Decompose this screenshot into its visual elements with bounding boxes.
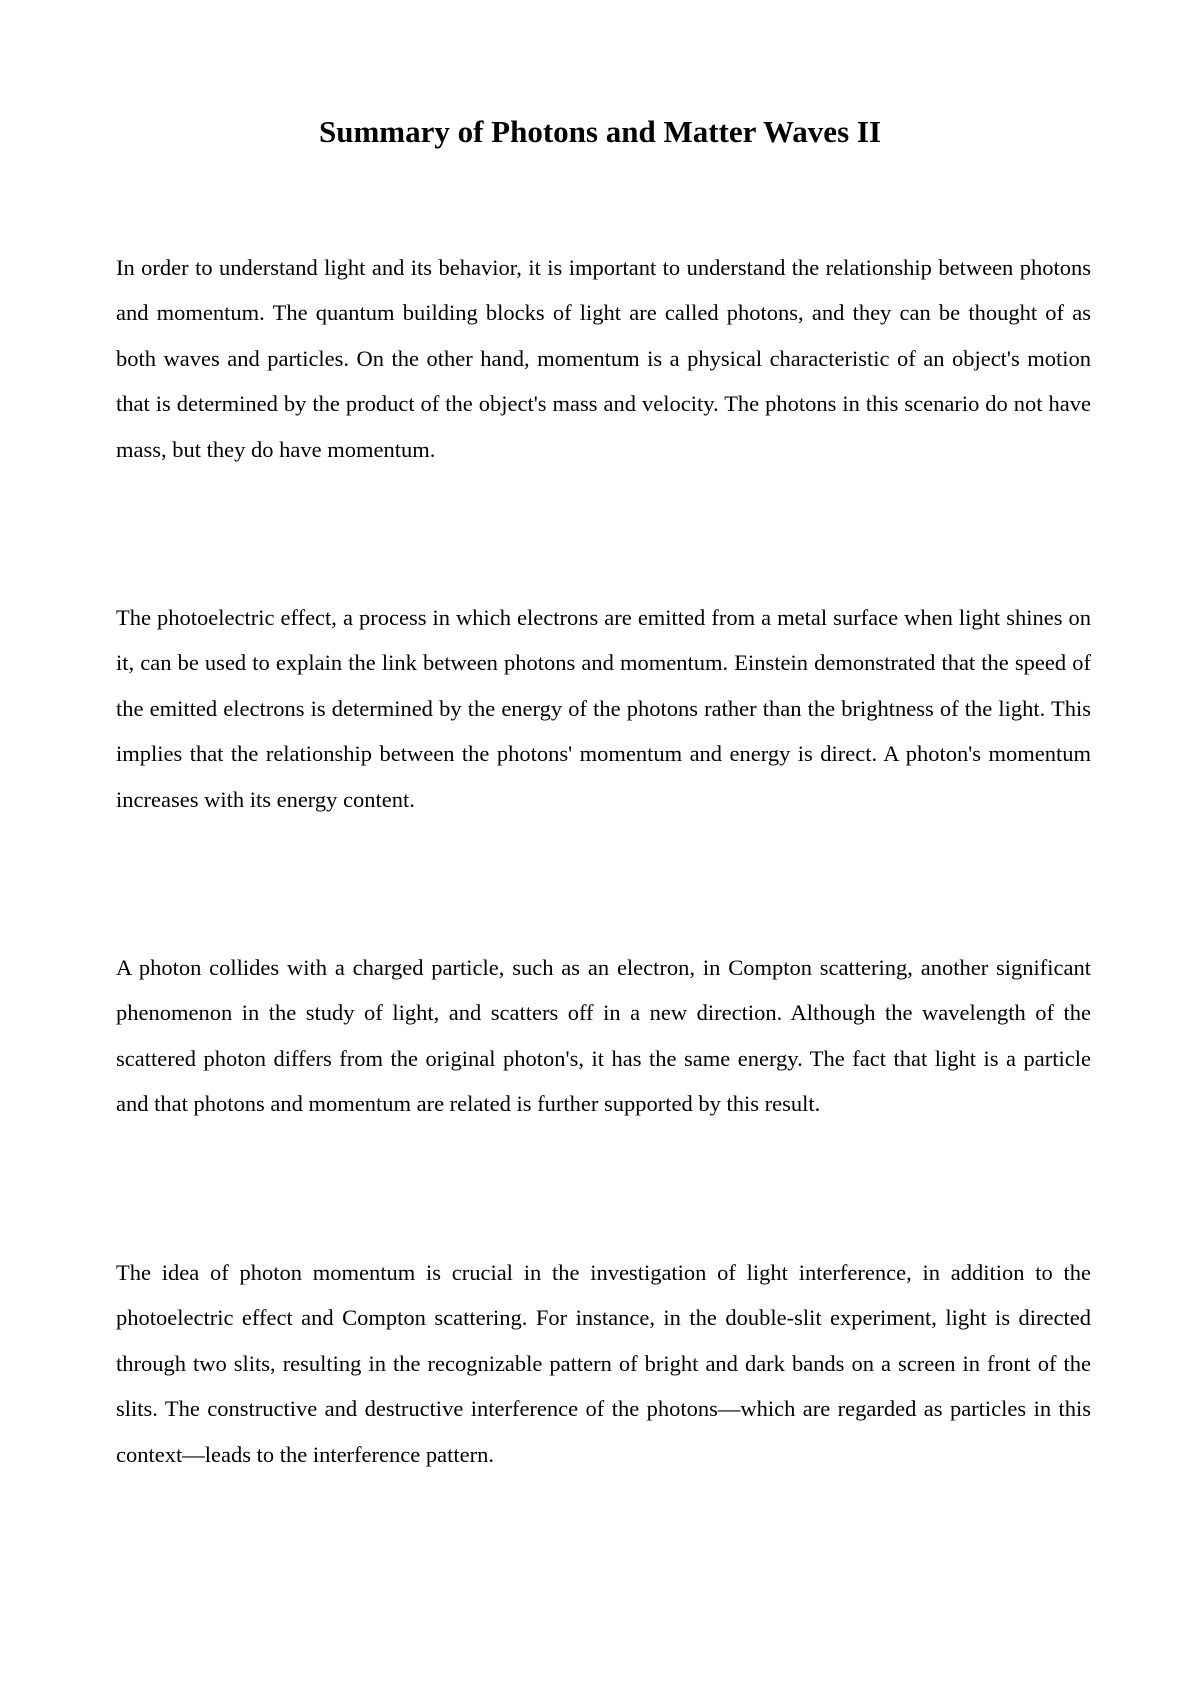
paragraph-photons-momentum: In order to understand light and its behavior, it is important to understand the relationship between photons and momentum. The quantum building blocks of light are called photons, and they can be thought of as both waves and particles. On the other hand, momentum is a physical characteristic of an object's motion that is determined by the product of the object's mass and velocity. The photons in this scenario do not have mass, but they do have momentum.: [116, 255, 1091, 462]
document-title: Summary of Photons and Matter Waves II: [318, 114, 882, 149]
paragraph-light-interference: The idea of photon momentum is crucial in the investigation of light interference, in addition to the photoelectric effect and Compton scattering. For instance, in the double-slit experiment, light is directed through two slits, resulting in the recognizable pattern of bright and dark bands on a screen in front of the slits. The constructive and destructive interference of the photons—which are regarded as particles in this context—leads to the interference pattern.: [116, 1260, 1091, 1467]
paragraph-compton-scattering: A photon collides with a charged particle, such as an electron, in Compton scattering, another significant phenomenon in the study of light, and scatters off in a new direction. Although the wavelength of the scattered photon differs from the original photon's, it has the same energy. The fact that light is a particle and that photons and momentum are related is further supported by this result.: [116, 955, 1091, 1117]
paragraph-photoelectric-effect: The photoelectric effect, a process in which electrons are emitted from a metal surface when light shines on it, can be used to explain the link between photons and momentum. Einstein demonstrated that the speed of the emitted electrons is determined by the energy of the photons rather than the brightness of the light. This implies that the relationship between the photons' momentum and energy is direct. A photon's momentum increases with its energy content.: [116, 605, 1091, 812]
